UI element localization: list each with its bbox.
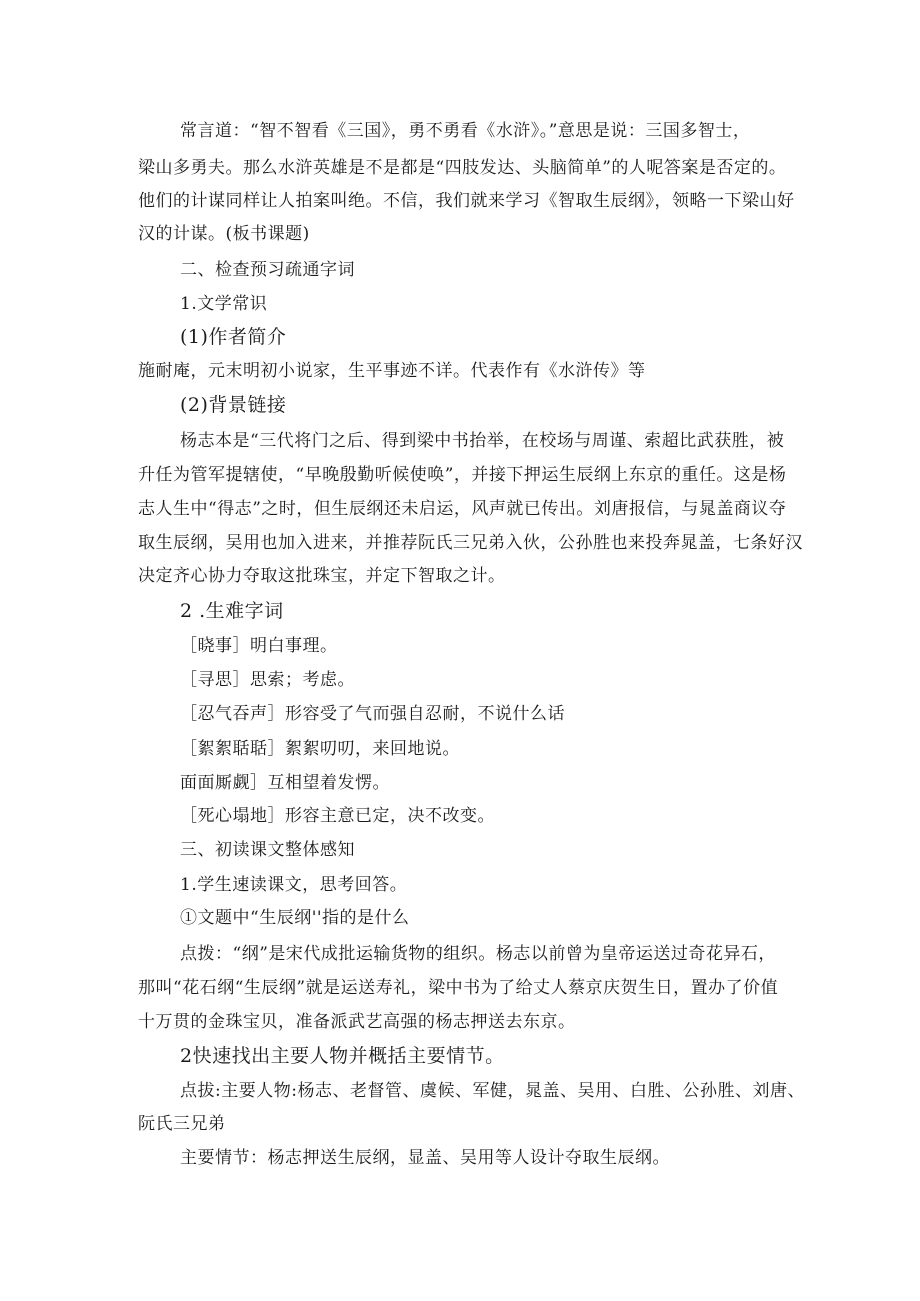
item-author-intro: (1)作者简介 — [180, 326, 287, 348]
background-line-5: 决定齐心协力夺取这批珠宝，并定下智取之计。 — [138, 566, 506, 586]
task-2: 2快速找出主要人物并概括主要情节。 — [180, 1045, 505, 1067]
section-heading-3: 三、初读课文整体感知 — [180, 840, 355, 860]
intro-line-3: 他们的计谋同样让人拍案叫绝。不信，我们就来学习《智取生辰纲》，领略一下梁山好 — [138, 191, 795, 211]
characters-line-2: 阮氏三兄弟 — [138, 1114, 226, 1134]
background-line-3: 志人生中“得志”之时，但生辰纲还未启运，风声就已传出。刘唐报信，与晁盖商议夺 — [138, 499, 787, 519]
word-entry: ［絮絮聒聒］絮絮叨叨，来回地说。 — [180, 739, 460, 759]
hint-line-1: 点拨：“纲”是宋代成批运输货物的组织。杨志以前曾为皇帝运送过奇花异石， — [180, 944, 776, 964]
author-text: 施耐庵，元末明初小说家，生平事迹不详。代表作有《水浒传》等 — [138, 361, 646, 381]
section-heading-2: 二、检查预习疏通字词 — [180, 260, 355, 280]
subsection-difficult-words: 2 .生难字词 — [180, 600, 284, 622]
background-line-1: 杨志本是“三代将门之后、得到梁中书抬举，在校场与周谨、索超比武获胜，被 — [180, 431, 785, 451]
question-1: ①文题中“生辰纲''指的是什么 — [180, 908, 410, 928]
word-entry: ［寻思］思索；考虑。 — [180, 670, 355, 690]
characters-line-1: 点拔:主要人物:杨志、老督管、虞候、军健，晁盖、吴用、白胜、公孙胜、刘唐、 — [180, 1081, 805, 1101]
intro-line-1: 常言道：“智不智看《三国》，勇不勇看《水浒》。”意思是说：三国多智士， — [180, 121, 751, 141]
intro-line-2: 梁山多勇夫。那么水浒英雄是不是都是“四肢发达、头脑简单”的人呢答案是否定的。 — [138, 158, 787, 178]
word-entry: 面面厮觑］互相望着发愣。 — [180, 773, 390, 793]
background-line-2: 升任为管军提辖使，“早晚殷勤听候使唤”，并接下押运生辰纲上东京的重任。这是杨 — [138, 465, 787, 485]
main-plot: 主要情节：杨志押送生辰纲，显盖、吴用等人设计夺取生辰纲。 — [180, 1148, 670, 1168]
intro-line-4: 汉的计谋。(板书课题) — [138, 224, 310, 244]
hint-line-2: 那叫“花石纲“生辰纲”就是运送寿礼，梁中书为了给丈人蔡京庆贺生日，置办了价值 — [138, 978, 779, 998]
item-background-link: (2)背景链接 — [180, 394, 287, 416]
subsection-literary-knowledge: 1.文学常识 — [180, 294, 268, 314]
word-entry: ［晓事］明白事理。 — [180, 636, 338, 656]
background-line-4: 取生辰纲，吴用也加入进来，并推荐阮氏三兄弟入伙，公孙胜也来投奔晁盖，七条好汉 — [138, 533, 803, 553]
task-1: 1.学生速读课文，思考回答。 — [180, 875, 408, 895]
word-entry: ［忍气吞声］形容受了气而强自忍耐，不说什么话 — [180, 704, 565, 724]
word-entry: ［死心塌地］形容主意已定，决不改变。 — [180, 806, 495, 826]
hint-line-3: 十万贯的金珠宝贝，准备派武艺高强的杨志押送去东京。 — [138, 1012, 576, 1032]
